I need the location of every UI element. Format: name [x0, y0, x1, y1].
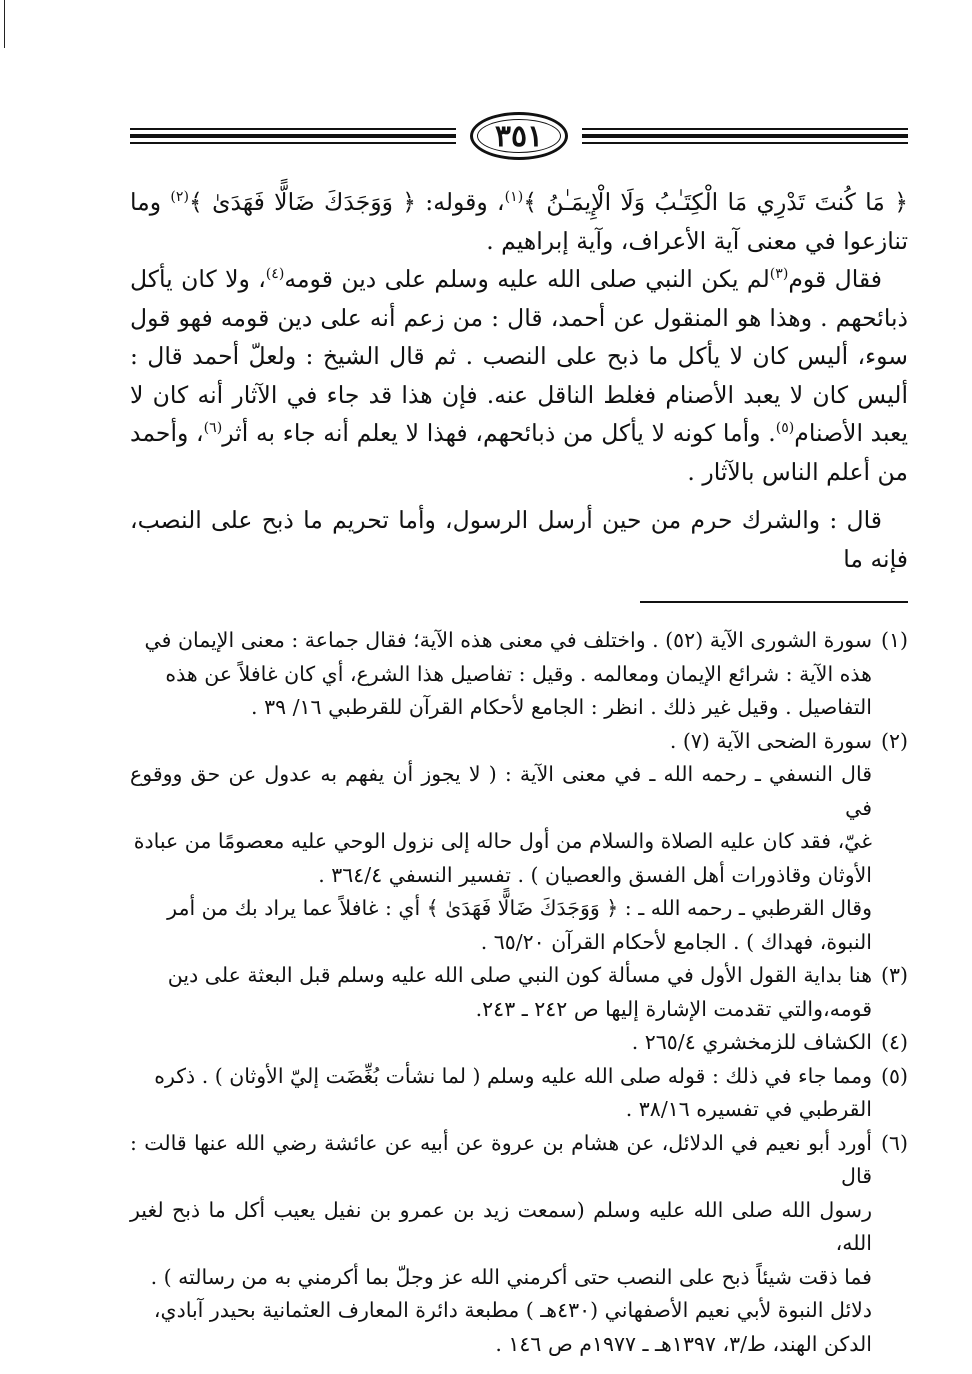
footnote-ref-1: (١) [504, 189, 524, 206]
footnote-number: (٣) [880, 963, 908, 987]
footnote-body [130, 725, 872, 960]
footnote-ref-2: (٢) [170, 189, 189, 206]
footnote-body [130, 624, 872, 725]
footnote-3 [130, 959, 908, 1026]
paragraph-1-tail: وما تنازعوا في معنى آية الأعراف، وآية إبراهيم . [130, 188, 908, 255]
footnote-number: (٦) [880, 1130, 908, 1155]
footnote-line: قومه،والتي تقدمت الإشارة إليها ص ٢٤٢ ـ ٢٤٣. [475, 996, 872, 1021]
quran-verse-1: ﴿ مَا كُنتَ تَدْرِي مَا الْكِتَـٰبُ وَلَا الْإِيمَـٰنُ ﴾ [523, 188, 908, 216]
paragraph-3: قال : والشرك حرم من حين أرسل الرسول، وأما تحريم ما ذبح على النصب، فإنه ما [130, 506, 908, 573]
footnote-4 [130, 1026, 908, 1060]
footnote-line: وقال القرطبي ـ رحمه الله ـ : ﴿ وَوَجَدَكَ ضَالًّا فَهَدَىٰ ﴾ أي : غافلاً عما يراد بك من أمر [167, 896, 872, 920]
footnote-number: (١) [880, 628, 908, 652]
footnote-body [130, 959, 872, 1026]
footnote-2 [130, 725, 908, 960]
header-rule-left [130, 128, 456, 146]
footnote-line: أورد أبو نعيم في الدلائل، عن هشام بن عروة عن أبيه عن عائشة رضي الله عنها قالت : قال [130, 1130, 872, 1188]
footnote-ref-4: (٤) [265, 266, 285, 283]
footnote-body [130, 1127, 872, 1362]
footnote-line: الكشاف للزمخشري ٢٦٥/٤ . [631, 1030, 872, 1054]
page-number: ٣٥١ [494, 118, 544, 154]
main-text [130, 183, 908, 578]
paragraph-2-text-d: . وأما كونه لا يأكل من ذبائحهم، فهذا لا يعلم أنه جاء به أثر [222, 419, 776, 447]
footnote-line: التفاصيل . وقيل غير ذلك . انظر : الجامع لأحكام القرآن للقرطبي ١٦/ ٣٩ . [251, 695, 872, 719]
footnotes [130, 624, 908, 1361]
footnote-line: قال النسفي ـ رحمه الله ـ في معنى الآية : ( لا يجوز أن يفهم به عدول عن حق ووقوع في [130, 762, 872, 820]
paragraph-2-text-c: ، ولا كان يأكل ذبائحهم . وهذا هو المنقول عن أحمد، قال : من زعم أنه على دين قومه فهو قول سوء، أليس كان لا يأكل ما ذبح على النصب . ثم قال الشيخ : ولعلّ أحمد قال : أليس كان لا يعبد الأصنام فغلط الناقل عنه. فإن هذا قد جاء في الآثار أنه كان لا يعبد الأصنام [130, 265, 909, 447]
footnote-line: رسول الله صلى الله عليه وسلم (سمعت زيد بن عمرو بن نفيل يعيب أكل ما ذبح لغير الله، [130, 1197, 872, 1255]
paragraph-1 [130, 183, 908, 260]
footnote-line: فما ذقت شيئاً ذبح على النصب حتى أكرمني الله عز وجلّ بما أكرمني به من رسالته ) . [150, 1264, 872, 1289]
footnote-number: (٤) [880, 1030, 908, 1054]
footnote-line: النبوة، فهداك ) . الجامع لأحكام القرآن ٦٥/٢٠ . [480, 929, 872, 954]
footnote-line: هنا بداية القول الأول في مسألة كون النبي صلى الله عليه وسلم قبل البعثة على دين [167, 963, 872, 987]
footnote-ref-5: (٥) [775, 420, 795, 437]
footnote-number: (٥) [880, 1063, 908, 1088]
footnote-ref-3: (٣) [769, 266, 789, 283]
footnote-line: الدكن الهند، ط/٣، ١٣٩٧هـ ـ ١٩٧٧م ص ١٤٦ . [495, 1331, 872, 1356]
footnote-body [130, 1026, 872, 1060]
footnote-5 [130, 1060, 908, 1127]
footnote-ref-6: (٦) [203, 420, 223, 437]
footnote-line: دلائل النبوة لأبي نعيم الأصفهاني (٤٣٠هـ ) مطبعة دائرة المعارف العثمانية بحيدر آبادي، [153, 1298, 872, 1322]
paragraph-2-text-a: فقال قوم [788, 265, 882, 293]
footnote-line: سورة الشورى الآية (٥٢) . واختلف في معنى هذه الآية؛ فقال جماعة : معنى الإيمان في [144, 628, 872, 652]
footnote-separator [640, 601, 908, 603]
header-rule-right [582, 128, 908, 146]
footnote-line: القرطبي في تفسيره ٣٨/١٦ . [625, 1097, 872, 1121]
footnote-6 [130, 1127, 908, 1362]
paragraph-2 [130, 260, 908, 491]
paragraph-2-text-e: ، وأحمد من أعلم الناس بالآثار . [130, 419, 908, 486]
footnote-line: الأوثان وقاذورات أهل الفسق والعصيان ) . تفسير النسفي ٣٦٤/٤ . [318, 862, 872, 887]
crop-mark [4, 0, 5, 48]
footnote-1 [130, 624, 908, 725]
quran-verse-2: ، وقوله: ﴿ وَوَجَدَكَ ضَالًّا فَهَدَىٰ ﴾ [188, 188, 505, 216]
page-number-badge [470, 112, 568, 160]
page-header [130, 108, 908, 166]
footnote-line: غيّ، فقد كان عليه الصلاة والسلام من أول حاله إلى نزول الوحي عليه معصومًا من عبادة [133, 829, 872, 853]
footnote-line: سورة الضحى الآية (٧) . [669, 728, 872, 753]
paragraph-2-text-b: لم يكن النبي صلى الله عليه وسلم على دين قومه [284, 265, 770, 293]
footnote-number: (٢) [880, 728, 908, 753]
footnote-line: ومما جاء في ذلك : قوله صلى الله عليه وسلم ( لما نشأت بُغِّضَت إليّ الأوثان ) . ذكره [154, 1063, 872, 1088]
footnote-body [130, 1060, 872, 1127]
footnote-line: هذه الآية : شرائع الإيمان ومعالمه . وقيل : تفاصيل هذا الشرع، أي كان غافلاً عن هذه [165, 661, 872, 686]
